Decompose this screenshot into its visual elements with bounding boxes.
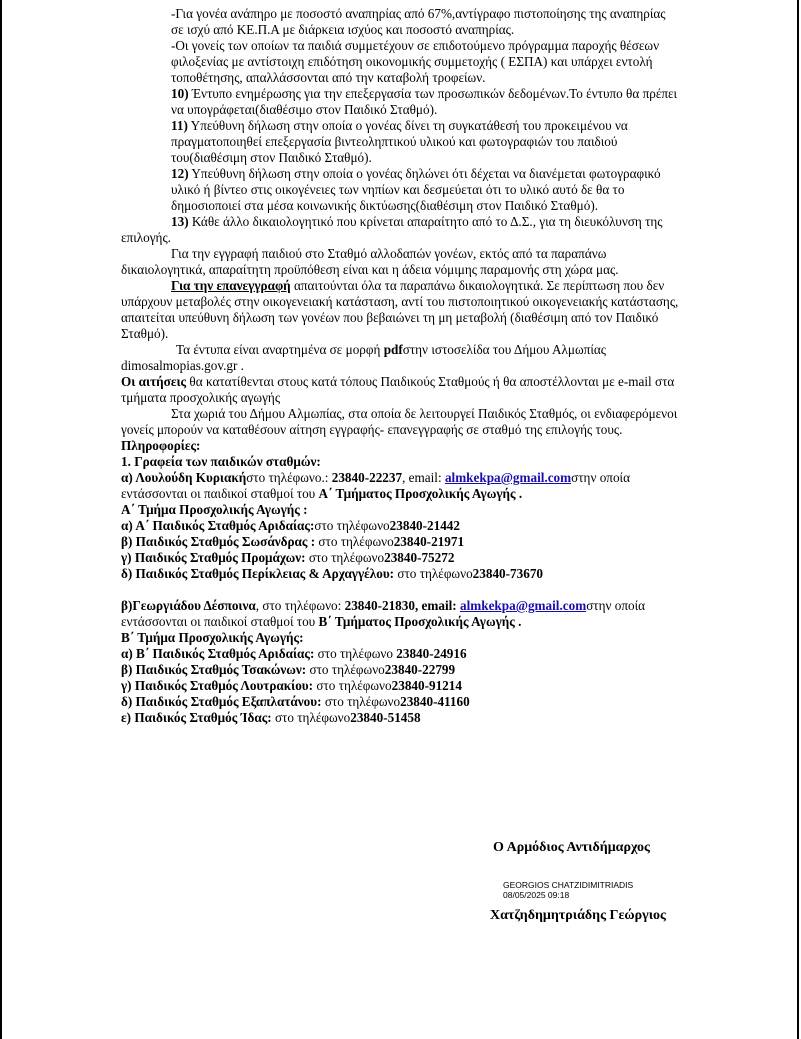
station-row: γ) Παιδικός Σταθμός Προμάχων: στο τηλέφωνο23840-75272 — [121, 550, 455, 565]
item-11: 11) Υπεύθυνη δήλωση στην οποία ο γονέας δίνει τη συγκατάθεσή του προκειμένου να πραγματοποιηθεί επεξεργασία βιντεοληπτικού υλικού και φωτογραφιών του παιδιού του(διαθέσιμη στον Παιδικό Σταθμό). — [171, 118, 628, 165]
dept-a-title: Α΄ Τμήμα Προσχολικής Αγωγής : — [121, 502, 308, 517]
station-row: δ) Παιδικός Σταθμός Εξαπλατάνου: στο τηλέφωνο23840-41160 — [121, 694, 470, 709]
station-row: α) Β΄ Παιδικός Σταθμός Αριδαίας: στο τηλέφωνο 23840-24916 — [121, 646, 467, 661]
para-forms: Τα έντυπα είναι αναρτημένα σε μορφή pdfστην ιστοσελίδα του Δήμου Αλμωπίας dimosalmopias.gov.gr . — [121, 342, 607, 373]
station-row: β) Παιδικός Σταθμός Τσακώνων: στο τηλέφωνο23840-22799 — [121, 662, 456, 677]
station-row: γ) Παιδικός Σταθμός Λουτρακίου: στο τηλέφωνο23840-91214 — [121, 678, 462, 693]
para-espa: -Οι γονείς των οποίων τα παιδιά συμμετέχουν σε επιδοτούμενο πρόγραμμα παροχής θέσεων φιλοξενίας με αντίστοιχη επιδότηση οικονομικής συμμετοχής ( ΕΣΠΑ) και υπάρχει εντολή τοποθέτησης, απαλλάσσονται από την καταβολή τροφείων. — [171, 38, 660, 85]
offices-heading: 1. Γραφεία των παιδικών σταθμών: — [121, 454, 321, 469]
para-villages: Στα χωριά του Δήμου Αλμωπίας, στα οποία δε λειτουργεί Παιδικός Σταθμός, οι ενδιαφερόμενοι γονείς μπορούν να καταθέσουν αίτηση εγγραφής- επανεγγραφής σε σταθμό της επιλογής τους. — [121, 406, 678, 437]
station-row: δ) Παιδικός Σταθμός Περίκλειας & Αρχαγγέλου: στο τηλέφωνο23840-73670 — [121, 566, 544, 581]
digital-signature-date: 08/05/2025 09:18 — [503, 890, 570, 900]
dept-b-title: Β΄ Τμήμα Προσχολικής Αγωγής: — [121, 630, 304, 645]
para-foreign: Για την εγγραφή παιδιού στο Σταθμό αλλοδαπών γονέων, εκτός από τα παραπάνω δικαιολογητικά, απαραίτητη προϋπόθεση είναι και η άδεια νόμιμης παραμονής στη χώρα μας. — [121, 246, 619, 277]
email-link-a[interactable]: almkekpa@gmail.com — [444, 470, 572, 485]
para-disabled-parent: -Για γονέα ανάπηρο με ποσοστό αναπηρίας από 67%,αντίγραφο πιστοποίησης της αναπηρίας σε ισχύ από ΚΕ.Π.Α με διάρκεια ισχύος και ποσοστό αναπηρίας. — [171, 6, 666, 37]
email-link-b[interactable]: almkekpa@gmail.com — [460, 598, 587, 613]
item-13: 13) Κάθε άλλο δικαιολογητικό που κρίνεται απαραίτητο από το Δ.Σ., για τη διευκόλυνση της επιλογής. — [121, 214, 663, 245]
dept-b-stations — [121, 646, 681, 726]
item-10: 10) Έντυπο ενημέρωσης για την επεξεργασία των προσωπικών δεδομένων.Το έντυπο θα πρέπει να υπογράφεται(διαθέσιμο στον Παιδικό Σταθμό). — [171, 86, 678, 117]
dept-b-contact: β)Γεωργιάδου Δέσποινα, στο τηλέφωνο: 23840-21830, email: almkekpa@gmail.comστην οποία εντάσσονται οι παιδικοί σταθμοί του Β΄ Τμήματος Προσχολικής Αγωγής . — [121, 598, 646, 629]
info-heading: Πληροφορίες: — [121, 438, 201, 453]
digital-signature-name: GEORGIOS CHATZIDIMITRIADIS — [503, 880, 634, 890]
digital-signature — [503, 880, 633, 900]
signature-title: Ο Αρμόδιος Αντιδήμαρχος — [493, 840, 650, 855]
dept-a-stations — [121, 518, 681, 582]
item-12: 12) Υπεύθυνη δήλωση στην οποία ο γονέας δηλώνει ότι δέχεται να διανέμεται φωτογραφικό υλικό ή βίντεο στις οικογένειες των νηπίων και δεσμεύεται ότι το υλικό αυτό δε θα το δημοσιοποιεί στα μέσα κοινωνικής δικτύωσης(διαθέσιμη στον Παιδικό Σταθμό). — [171, 166, 661, 213]
station-row: β) Παιδικός Σταθμός Σωσάνδρας : στο τηλέφωνο23840-21971 — [121, 534, 465, 549]
para-renewal: Για την επανεγγραφή απαιτούνται όλα τα παραπάνω δικαιολογητικά. Σε περίπτωση που δεν υπάρχουν μεταβολές στην οικογενειακή κατάσταση, αντί του πιστοποιητικού οικογενειακής κατάστασης, απαιτείται υπεύθυνη δήλωση των γονέων που βεβαιώνει τη μη μεταβολή (διαθέσιμη από τον Παιδικό Σταθμό). — [121, 278, 679, 341]
document-body — [121, 6, 681, 726]
station-row: α) Α΄ Παιδικός Σταθμός Αριδαίας:στο τηλέφωνο23840-21442 — [121, 518, 460, 533]
station-row: ε) Παιδικός Σταθμός Ίδας: στο τηλέφωνο23840-51458 — [121, 710, 421, 725]
dept-a-contact: α) Λουλούδη Κυριακήστο τηλέφωνο.: 23840-22237, email: almkekpa@gmail.comστην οποία εντάσσονται οι παιδικοί σταθμοί του Α΄ Τμήματος Προσχολικής Αγωγής . — [121, 470, 631, 501]
para-applications: Οι αιτήσεις θα κατατίθενται στους κατά τόπους Παιδικούς Σταθμούς ή θα αποστέλλονται με e-mail στα τμήματα προσχολικής αγωγής — [121, 374, 675, 405]
spacer — [121, 582, 681, 598]
signature-name: Χατζηδημητριάδης Γεώργιος — [490, 908, 666, 923]
